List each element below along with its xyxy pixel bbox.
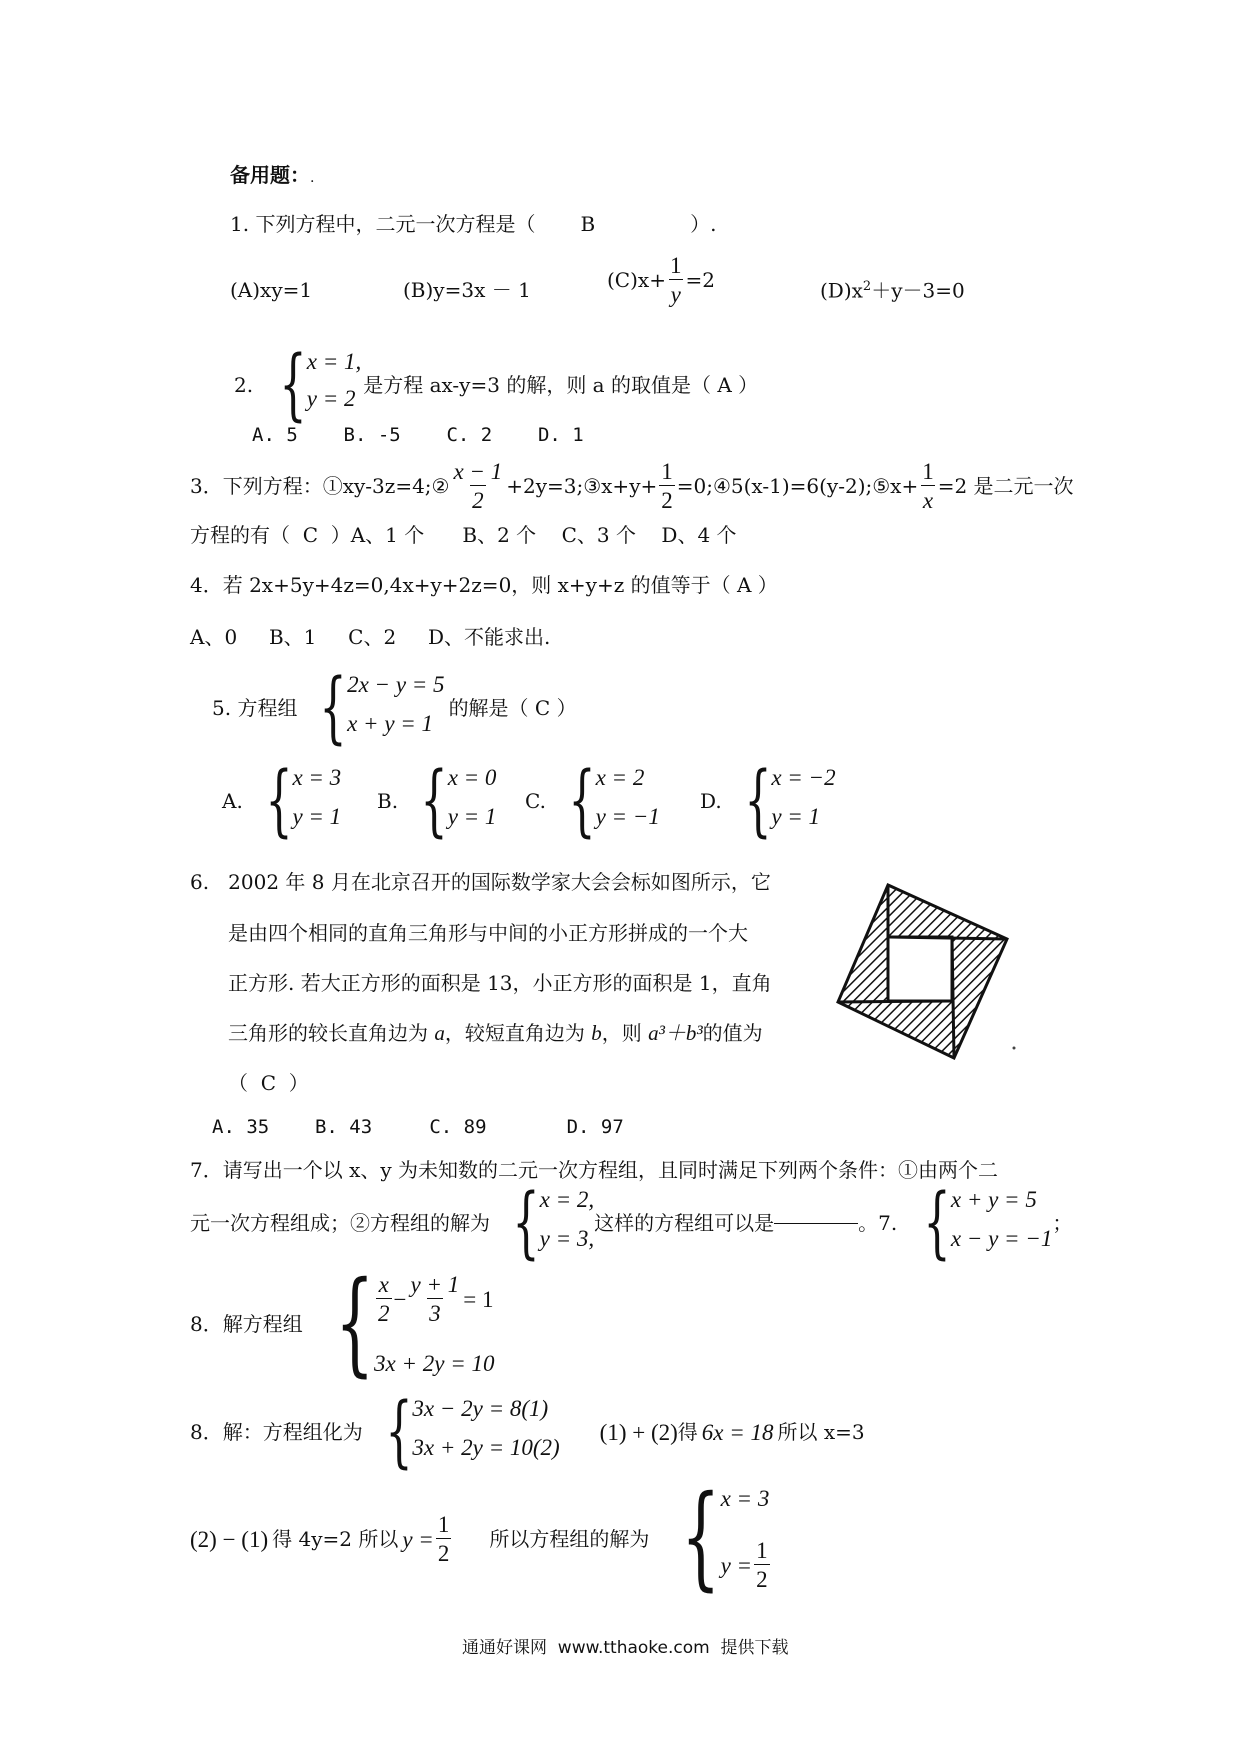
question-3: 3．下列方程：①xy-3z=4;② $\frac{x - 1}{2}$ +2y=3;③x+y+ $\frac{1}{2}$ =0;④5(x-1)=6(y-2);⑤x+ $\frac{1}{x}$ =2 是二元一次: [190, 459, 1074, 513]
q3-line-2: 方程的有（ C ）A、1 个 B、2 个 C、3 个 D、4 个: [190, 523, 737, 547]
q5-option-c: C. { x = 2 y = −1: [525, 756, 660, 846]
q2-options: A. 5 B. -5 C. 2 D. 1: [252, 424, 584, 446]
q1-option-b: (B)y=3x － 1: [403, 278, 531, 302]
question-4: 4．若 2x+5y+4z=0,4x+y+2z=0，则 x+y+z 的值等于（ A ）: [190, 573, 778, 597]
q1-option-d: $(D)x^2+y-3=0$: [820, 278, 965, 303]
q5-option-b: B. { x = 0 y = 1: [377, 756, 497, 846]
q6-options: A. 35 B. 43 C. 89 D. 97: [212, 1116, 624, 1138]
question-8: 8．解方程组 { $\frac{x}{2}$ − $\frac{y + 1}{3}$ = 1 3x + 2y = 10: [190, 1258, 495, 1388]
congress-logo-figure: [835, 880, 1025, 1060]
q6-line-4: 三角形的较长直角边为 a，较短直角边为 b，则 a³＋b³的值为: [228, 1021, 763, 1045]
q4-options: A、0 B、1 C、2 D、不能求出.: [190, 625, 551, 649]
answer-blank: [774, 1223, 858, 1224]
question-1: 1. 下列方程中，二元一次方程是（ B ）.: [230, 212, 717, 236]
q7-line-2: 元一次方程组成；②方程组的解为 { x = 2, y = 3, 这样的方程组可以是 。7. { x + y = 5 x − y = −1 ；: [190, 1178, 1073, 1268]
q1-option-c: (C)x+ $\frac{1}{y}$ =2: [607, 253, 715, 307]
q1-option-a: (A)xy=1: [230, 278, 313, 302]
solution-8: 8．解：方程组化为 { 3x − 2y = 8(1) 3x + 2y = 10(2) (1) + (2) 得 6x = 18 所以 x=3: [190, 1387, 865, 1477]
q6-line-1: 6. 2002 年 8 月在北京召开的国际数学家大会会标如图所示，它: [190, 870, 771, 894]
solution-step-2: (2) − (1) 得 4y=2 所以 y = $\frac{1}{2}$ 所以方程组的解为 { x = 3 y = $\frac{1}{2}$: [190, 1472, 770, 1602]
q6-line-3: 正方形. 若大正方形的面积是 13，小正方形的面积是 1，直角: [228, 971, 772, 995]
answer-1: B: [580, 212, 596, 236]
page-footer: 通通好课网 www.tthaoke.com 提供下载: [462, 1638, 789, 1658]
section-heading: 备用题：.: [230, 163, 315, 187]
question-5: 5. 方程组 { 2x − y = 5 x + y = 1 的解是（ C ）: [212, 663, 577, 753]
q5-option-a: A. { x = 3 y = 1: [222, 756, 342, 846]
q7-line-1: 7．请写出一个以 x、y 为未知数的二元一次方程组，且同时满足下列两个条件：①由两个二: [190, 1158, 999, 1182]
q6-line-5: （ C ）: [228, 1071, 309, 1095]
question-2: 2. { x = 1, y = 2 是方程 ax-y=3 的解，则 a 的取值是（ A ）: [234, 340, 759, 430]
q6-line-2: 是由四个相同的直角三角形与中间的小正方形拼成的一个大: [228, 921, 748, 945]
q5-option-d: D. { x = −2 y = 1: [700, 756, 836, 846]
